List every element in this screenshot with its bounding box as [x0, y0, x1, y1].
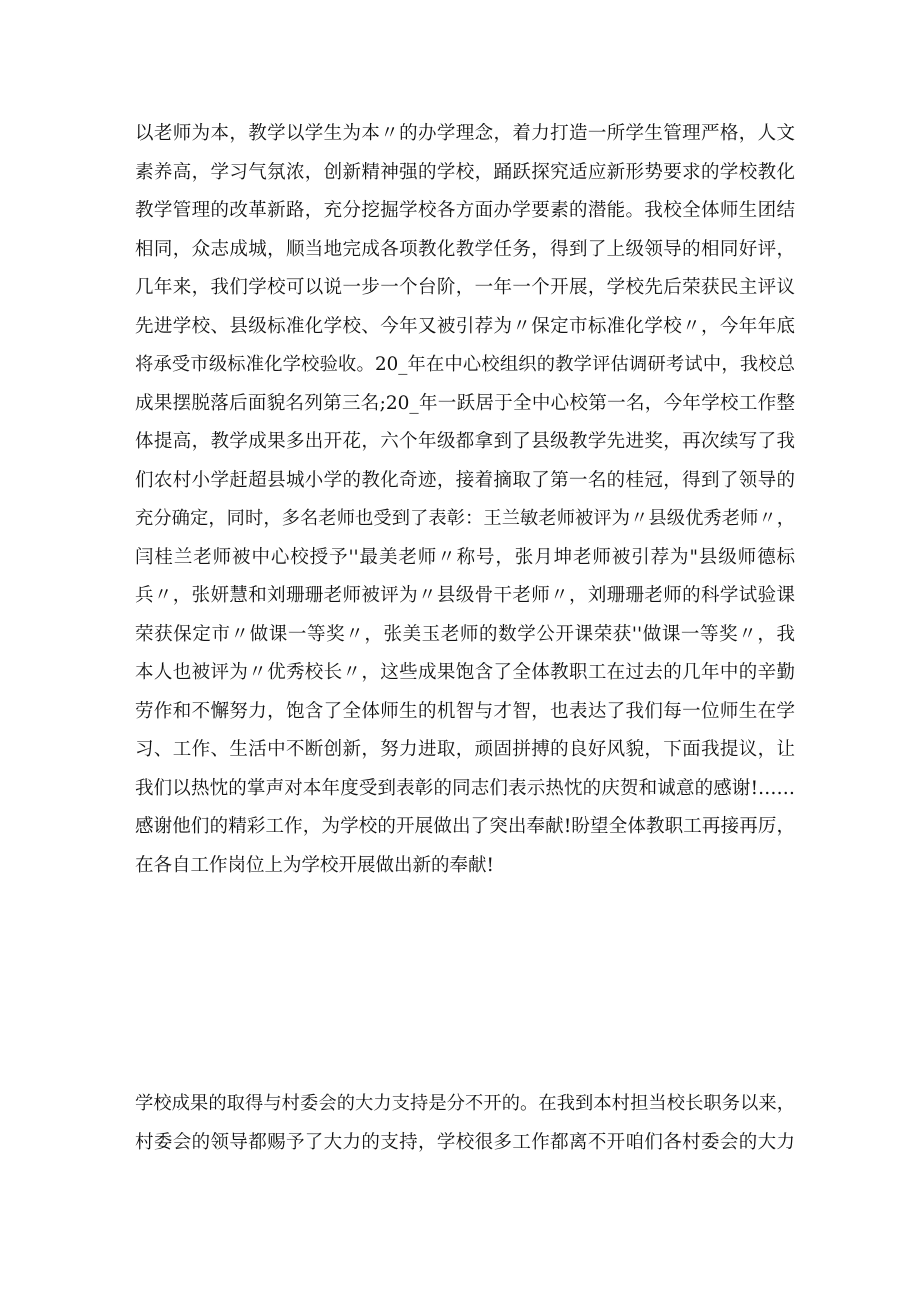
text-line: 劳作和不懈努力，饱含了全体师生的机智与才智，也表达了我们每一位师生在学: [135, 700, 795, 722]
paragraph-2: [135, 1085, 795, 1162]
text-line: 素养高，学习气氛浓，创新精神强的学校，踊跃探究适应新形势要求的学校教化: [135, 161, 795, 183]
paragraph-1: [135, 115, 795, 885]
text-line: 习、工作、生活中不断创新，努力进取，顽固拼搏的良好风貌，下面我提议，让: [135, 739, 795, 760]
text-line: 荣获保定市〃做课一等奖〃，张美玉老师的数学公开课荣获''做课一等奖〃，我: [135, 623, 795, 645]
text-line: 先进学校、县级标准化学校、今年又被引荐为〃保定市标准化学校〃，今年年底: [135, 315, 795, 337]
text-line: 充分确定，同时，多名老师也受到了表彰：王兰敏老师被评为〃县级优秀老师〃，: [135, 508, 795, 529]
text-line: 相同，众志成城，顺当地完成各项教化教学任务，得到了上级领导的相同好评，: [135, 238, 795, 260]
text-line: 成果摆脱落后面貌名列第三名;20_年一跃居于全中心校第一名，今年学校工作整: [135, 392, 795, 414]
text-line: 我们以热忱的掌声对本年度受到表彰的同志们表示热忱的庆贺和诚意的感谢!……: [135, 777, 795, 799]
text-line: 几年来，我们学校可以说一步一个台阶，一年一个开展，学校先后荣获民主评议: [135, 277, 795, 298]
text-line: 本人也被评为〃优秀校长〃，这些成果饱含了全体教职工在过去的几年中的辛勤: [135, 662, 795, 683]
text-line: 村委会的领导都赐予了大力的支持，学校很多工作都离不开咱们各村委会的大力: [135, 1131, 795, 1153]
text-line: 闫桂兰老师被中心校授予''最美老师〃称号，张月坤老师被引荐为"县级师德标: [135, 546, 795, 568]
text-line: 以老师为本，教学以学生为本〃的办学理念，着力打造一所学生管理严格，人文: [135, 123, 795, 144]
text-line: 感谢他们的精彩工作，为学校的开展做出了突出奉献!盼望全体教职工再接再厉，: [135, 816, 796, 837]
text-line: 学校成果的取得与村委会的大力支持是分不开的。在我到本村担当校长职务以来，: [135, 1093, 795, 1114]
text-line: 兵〃，张妍慧和刘珊珊老师被评为〃县级骨干老师〃，刘珊珊老师的科学试验课: [135, 585, 795, 606]
text-line: 体提高，教学成果多出开花，六个年级都拿到了县级教学先进奖，再次续写了我: [135, 431, 795, 452]
text-line: 们农村小学赶超县城小学的教化奇迹，接着摘取了第一名的桂冠，得到了领导的: [135, 469, 795, 491]
text-line: 在各自工作岗位上为学校开展做出新的奉献!: [135, 854, 494, 876]
text-line: 将承受市级标准化学校验收。20_年在中心校组织的教学评估调研考试中，我校总: [135, 354, 795, 375]
text-line: 教学管理的改革新路，充分挖掘学校各方面办学要素的潜能。我校全体师生团结: [135, 200, 795, 221]
